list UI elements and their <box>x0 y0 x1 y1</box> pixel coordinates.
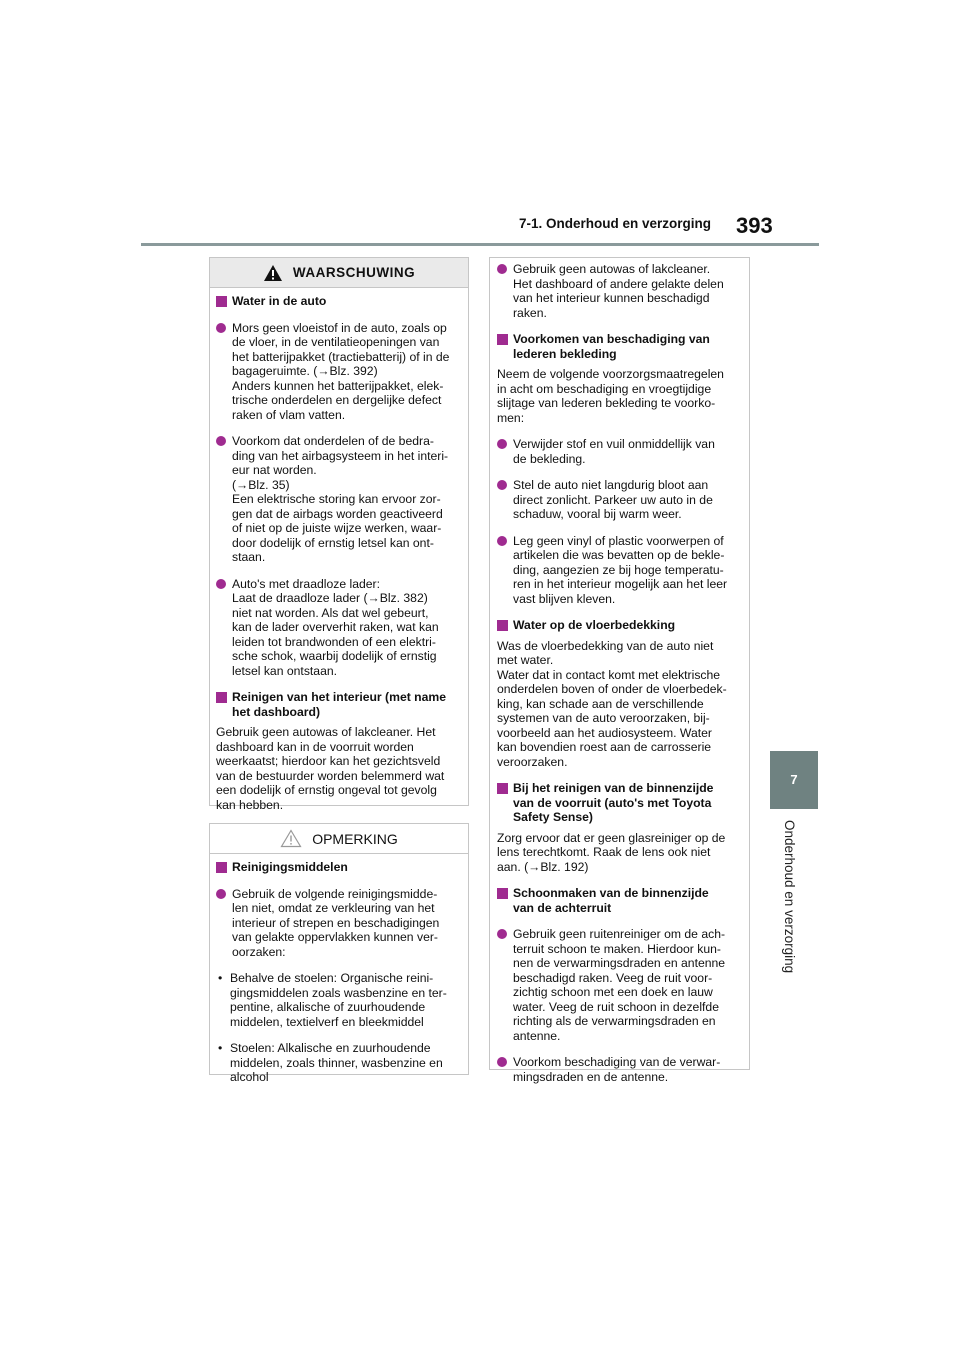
round-bullet-icon <box>497 480 507 490</box>
note-heading: Reinigingsmiddelen <box>216 860 462 875</box>
warning-title: WAARSCHUWING <box>292 265 416 280</box>
note-bullet: Gebruik de volgende reinigingsmidde- len niet, omdat ze verkleuring van het interieur of strepen en beschadigingen van gelakte oppervlakken kunnen ver- oorzaken: <box>216 887 462 960</box>
round-bullet-icon <box>497 439 507 449</box>
square-bullet-icon <box>497 620 508 631</box>
square-bullet-icon <box>497 888 508 899</box>
note-sub-item: • Stoelen: Alkalische en zuurhoudende middelen, zoals thinner, wasbenzine en alcohol <box>218 1041 443 1084</box>
round-bullet-icon <box>497 1057 507 1067</box>
square-bullet-icon <box>497 334 508 345</box>
note-box <box>209 823 469 1084</box>
caution-outline-icon <box>280 829 302 848</box>
right-heading: Bij het reinigen van de binnenzijde van de voorruit (auto's met Toyota Safety Sense) <box>497 781 745 825</box>
right-bullet: Verwijder stof en vuil onmiddellijk van de bekleding. <box>497 437 745 466</box>
warning-heading: Reinigen van het interieur (met name het dashboard) <box>216 690 462 719</box>
square-bullet-icon <box>216 692 227 703</box>
round-bullet-icon <box>216 323 226 333</box>
warning-box-header <box>210 258 468 288</box>
round-bullet-icon <box>497 929 507 939</box>
warning-body <box>210 288 468 812</box>
square-bullet-icon <box>497 783 508 794</box>
right-bullet: Gebruik geen autowas of lakcleaner. Het dashboard of andere gelakte delen van het interieur kunnen beschadigd raken. <box>497 262 745 320</box>
section-title: 7-1. Onderhoud en verzorging <box>519 216 712 231</box>
note-title: OPMERKING <box>312 830 398 847</box>
round-bullet-icon <box>497 264 507 274</box>
warning-bullet: Voorkom dat onderdelen of de bedra- ding van het airbagsysteem in het interi- eur nat worden. (→Blz. 35) Een elektrische storing kan ervoor zor- gen dat de airbags worden geactiveerd of niet op de juiste wijze werken, waar- door dodelijk of ernstig letsel kan ont- staan. <box>216 434 462 565</box>
round-bullet-icon <box>216 436 226 446</box>
round-bullet-icon <box>216 579 226 589</box>
warning-heading: Water in de auto <box>216 294 462 309</box>
right-heading: Water op de vloerbedekking <box>497 618 745 633</box>
header-rule <box>141 243 819 246</box>
square-bullet-icon <box>216 296 227 307</box>
warning-bullet: Auto's met draadloze lader: Laat de draadloze lader (→Blz. 382) niet nat worden. Als dat wel gebeurt, kan de lader oververhit raken, wat kan leiden tot brandwonden of een elektri- sche schok, waarbij dodelijk of ernstig letsel kan ontstaan. <box>216 577 462 679</box>
right-bullet: Gebruik geen ruitenreiniger om de ach- terruit schoon te maken. Hierdoor kun- nen de verwarmingsdraden en antenne beschadigd raken. Veeg de ruit voor- zichtig schoon met een doek en lauw water. Veeg de ruit schoon in dezelfde richting als de verwarmingsdraden en antenne. <box>497 927 745 1043</box>
note-sub-item: • Behalve de stoelen: Organische reini- gingsmiddelen zoals wasbenzine en ter- pentine, alkalische of zuurhoudende middelen, textielverf en bleekmiddel <box>218 971 447 1029</box>
right-column <box>497 262 745 1084</box>
right-paragraph: Was de vloerbedekking van de auto niet met water. Water dat in contact komt met elektrische onderdelen boven of onder de vloerbedek- king, kan schade aan de verschillende systemen van de auto veroorzaken, bij- voorbeeld aan het audiosysteem. Water kan bovendien roest aan de carrosserie veroorzaken. <box>497 638 727 769</box>
chapter-label: Onderhoud en verzorging <box>782 820 797 974</box>
warning-box <box>209 257 469 812</box>
right-paragraph: Neem de volgende voorzorgsmaatregelen in acht om beschadiging en vroegtijdige slijtage van lederen bekleding te voorko- men: <box>497 367 724 425</box>
right-bullet: Stel de auto niet langdurig bloot aan direct zonlicht. Parkeer uw auto in de schaduw, vooral bij warm weer. <box>497 478 745 522</box>
note-body <box>210 854 468 1085</box>
right-bullet: Voorkom beschadiging van de verwar- mingsdraden en de antenne. <box>497 1055 745 1084</box>
note-box-header <box>210 824 468 854</box>
warning-triangle-icon <box>263 264 283 282</box>
round-bullet-icon <box>497 536 507 546</box>
page-number: 393 <box>736 213 773 238</box>
round-bullet-icon <box>216 889 226 899</box>
right-heading: Schoonmaken van de binnenzijde van de achterruit <box>497 886 745 915</box>
right-bullet: Leg geen vinyl of plastic voorwerpen of artikelen die was bevatten op de bekle- ding, aangezien ze bij hoge temperatu- ren in het interieur mogelijk aan het leer vast blijven kleven. <box>497 534 745 607</box>
square-bullet-icon <box>216 862 227 873</box>
warning-bullet: Mors geen vloeistof in de auto, zoals op de vloer, in de ventilatieopeningen van het batterijpakket (tractiebatterij) of in de bagageruimte. (→Blz. 392) Anders kunnen het batterijpakket, elek- trische onderdelen en dergelijke defect raken of vlam vatten. <box>216 321 462 423</box>
warning-paragraph: Gebruik geen autowas of lakcleaner. Het dashboard kan in de voorruit worden weerkaatst; hierdoor kan het gezichtsveld van de bestuurder worden belemmerd wat een dodelijk of ernstig ongeval tot gevolg kan hebben. <box>216 725 445 812</box>
right-paragraph: Zorg ervoor dat er geen glasreiniger op de lens terechtkomt. Raak de lens ook niet aan. (→Blz. 192) <box>497 830 726 874</box>
right-heading: Voorkomen van beschadiging van lederen bekleding <box>497 332 745 361</box>
chapter-tab: 7 <box>770 751 818 809</box>
